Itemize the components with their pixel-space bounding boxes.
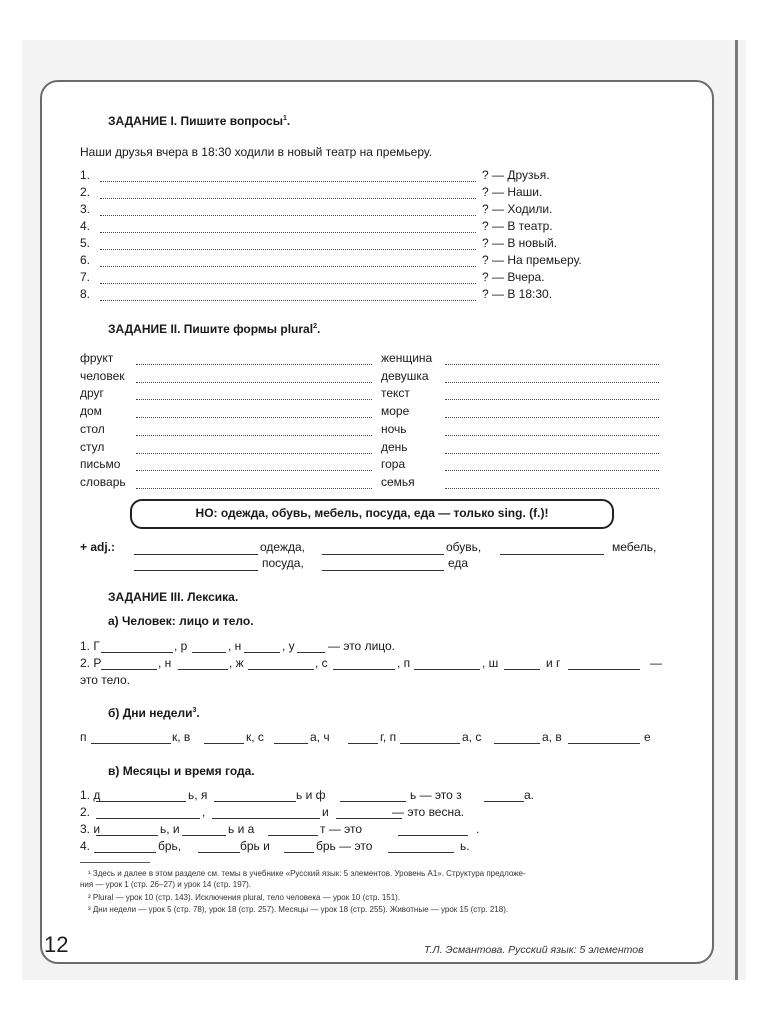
day-seg: а, ч — [310, 730, 330, 744]
a2-seg-7: — — [650, 656, 662, 670]
plural-blank-right[interactable] — [445, 417, 659, 418]
month-seg: брь — это — [316, 839, 373, 853]
month-seg: брь, — [158, 839, 182, 853]
task1-footnote-ref: 1 — [282, 115, 287, 122]
month-blank[interactable] — [94, 852, 156, 853]
question-answer: ? — В 18:30. — [482, 287, 553, 301]
adj-word-furniture: мебель, — [612, 540, 657, 554]
plural-word-right: море — [381, 404, 410, 419]
month-seg: брь и — [240, 839, 270, 853]
month-blank[interactable] — [198, 852, 240, 853]
month-blank[interactable] — [340, 801, 406, 802]
task1-title — [108, 114, 290, 128]
task3a-title: а) Человек: лицо и тело. — [108, 614, 254, 628]
task2-title-text: ЗАДАНИЕ II. Пишите формы plural — [108, 322, 314, 336]
month-seg: т — это — [320, 822, 363, 836]
month-seg: ь, я — [188, 788, 208, 802]
day-blank[interactable] — [494, 743, 540, 744]
day-seg: п — [80, 730, 87, 744]
task3b-title-text: б) Дни недели — [108, 706, 193, 720]
month-blank[interactable] — [212, 818, 320, 819]
task3-title: ЗАДАНИЕ III. Лексика. — [108, 590, 239, 604]
task3b-title — [108, 706, 200, 720]
task2-footnote-ref: 2 — [313, 323, 317, 330]
a2-blank-6[interactable] — [568, 669, 640, 670]
day-blank[interactable] — [568, 743, 640, 744]
month-blank[interactable] — [182, 835, 226, 836]
month-blank[interactable] — [214, 801, 296, 802]
footnote-line: ² Plural — урок 10 (стр. 143). Исключения plural, тело человека — урок 10 (стр. 151). — [88, 893, 401, 902]
footnote-line: ния — урок 1 (стр. 26–27) и урок 14 (стр. 197). — [80, 880, 252, 889]
note-box — [130, 499, 614, 529]
question-answer: ? — В новый. — [482, 236, 558, 250]
adj-blank-3[interactable] — [500, 554, 604, 555]
question-answer: ? — Вчера. — [482, 270, 545, 284]
plural-word-left: человек — [80, 368, 125, 383]
day-blank[interactable] — [91, 743, 171, 744]
question-number: 7. — [80, 270, 91, 284]
question-blank[interactable] — [100, 198, 476, 199]
footnote-line: ³ Дни недели — урок 5 (стр. 78), урок 18 (стр. 257). Месяцы — урок 18 (стр. 255). Животные — урок 15 (стр. 218). — [88, 905, 509, 914]
day-blank[interactable] — [204, 743, 244, 744]
a2-seg-1: , н — [158, 656, 172, 670]
month-seg: ь и ф — [296, 788, 326, 802]
day-seg: а, в — [542, 730, 562, 744]
plural-blank-left[interactable] — [136, 399, 372, 400]
a2-blank-2[interactable] — [248, 669, 314, 670]
question-number: 2. — [80, 185, 91, 199]
plural-blank-right[interactable] — [445, 488, 659, 489]
a2-blank-3[interactable] — [333, 669, 395, 670]
month-seg: 3. и — [80, 822, 101, 836]
month-blank[interactable] — [96, 835, 158, 836]
a2-blank-5[interactable] — [504, 669, 540, 670]
month-seg: 1. д — [80, 788, 101, 802]
plural-word-left: словарь — [80, 474, 126, 489]
day-blank[interactable] — [400, 743, 460, 744]
a1-blank-1[interactable] — [192, 652, 226, 653]
month-seg: . — [476, 822, 480, 836]
question-blank[interactable] — [100, 300, 476, 301]
plural-blank-right[interactable] — [445, 435, 659, 436]
plural-word-right: женщина — [381, 351, 433, 365]
day-seg: а, с — [462, 730, 482, 744]
adj-blank-2[interactable] — [322, 554, 444, 555]
month-seg: ь — это з — [410, 788, 462, 802]
month-seg: и — [322, 805, 329, 819]
question-blank[interactable] — [100, 266, 476, 267]
plural-blank-left[interactable] — [136, 417, 372, 418]
month-blank[interactable] — [268, 835, 318, 836]
plural-word-left: письмо — [80, 457, 121, 472]
plural-word-right: ночь — [381, 421, 407, 436]
month-blank[interactable] — [96, 801, 186, 802]
plural-blank-left[interactable] — [136, 364, 372, 365]
plural-word-right: девушка — [381, 368, 429, 383]
plural-word-left: стул — [80, 439, 105, 454]
book-footer: Т.Л. Эсмантова. Русский язык: 5 элементов — [424, 944, 644, 956]
plural-blank-right[interactable] — [445, 364, 659, 365]
month-seg: , — [202, 805, 206, 819]
month-seg: ь и а — [228, 822, 255, 836]
question-blank[interactable] — [100, 283, 476, 284]
question-blank[interactable] — [100, 249, 476, 250]
task1-title-text: ЗАДАНИЕ I. Пишите вопросы — [108, 114, 283, 128]
question-blank[interactable] — [100, 232, 476, 233]
day-seg: к, с — [246, 730, 264, 744]
task3c-title: в) Месяцы и время года. — [108, 764, 255, 778]
task3b-footnote-ref: 3 — [192, 707, 197, 714]
adj-word-dishes: посуда, — [262, 556, 304, 570]
day-seg: к, в — [172, 730, 191, 744]
a2-blank-1[interactable] — [178, 669, 228, 670]
plural-blank-right[interactable] — [445, 470, 659, 471]
question-answer: ? — Друзья. — [482, 168, 550, 182]
a1-blank-2[interactable] — [244, 652, 280, 653]
adj-word-shoes: обувь, — [446, 540, 482, 554]
adj-blank-1[interactable] — [134, 554, 258, 555]
plural-word-left: дом — [80, 404, 102, 419]
plural-blank-right[interactable] — [445, 382, 659, 383]
a2-seg-6: и г — [546, 656, 561, 670]
task3b-title-end: . — [196, 706, 200, 720]
a1-seg-0: 1. Г — [80, 639, 100, 653]
a2-seg-2: , ж — [229, 656, 244, 670]
footnote-line: ¹ Здесь и далее в этом разделе см. темы в учебнике «Русский язык: 5 элементов. Уровень A1». Структура предложе- — [88, 869, 526, 878]
plural-word-right: семья — [381, 474, 415, 489]
month-seg: ь, и — [160, 822, 180, 836]
plural-blank-left[interactable] — [136, 453, 372, 454]
a2-seg-0: 2. Р — [80, 656, 102, 670]
question-number: 1. — [80, 168, 91, 182]
day-seg: г, п — [380, 730, 397, 744]
question-answer: ? — Наши. — [482, 185, 543, 199]
adj-word-food: еда — [448, 556, 469, 570]
a2-seg-5: , ш — [482, 656, 499, 670]
month-seg: 4. — [80, 839, 91, 853]
a1-seg-1: , р — [174, 639, 188, 653]
adj-label: + adj.: — [80, 540, 116, 554]
adj-blank-5[interactable] — [322, 570, 444, 571]
month-blank[interactable] — [484, 801, 524, 802]
note-text: НО: одежда, обувь, мебель, посуда, еда — только sing. (f.)! — [195, 506, 549, 520]
question-answer: ? — Ходили. — [482, 202, 553, 216]
a3-text: это тело. — [80, 673, 131, 687]
page-number: 12 — [44, 932, 69, 957]
question-number: 3. — [80, 202, 91, 216]
plural-word-right: день — [381, 439, 408, 454]
month-seg: — это весна. — [392, 805, 465, 819]
month-seg: ь. — [460, 839, 470, 853]
question-number: 5. — [80, 236, 91, 250]
plural-blank-left[interactable] — [136, 435, 372, 436]
question-answer: ? — В театр. — [482, 219, 553, 233]
plural-blank-right[interactable] — [445, 399, 659, 400]
a2-seg-4: , п — [397, 656, 411, 670]
plural-blank-right[interactable] — [445, 453, 659, 454]
month-seg: а. — [524, 788, 535, 802]
adj-blank-4[interactable] — [134, 570, 258, 571]
question-number: 4. — [80, 219, 91, 233]
a2-seg-3: , с — [315, 656, 328, 670]
a1-seg-3: , у — [282, 639, 295, 653]
month-blank[interactable] — [284, 852, 314, 853]
month-blank[interactable] — [398, 835, 468, 836]
day-seg: е — [644, 730, 651, 744]
question-answer: ? — На премьеру. — [482, 253, 582, 267]
plural-blank-left[interactable] — [136, 470, 372, 471]
month-blank[interactable] — [96, 818, 200, 819]
a1-seg-2: , н — [228, 639, 242, 653]
month-seg: 2. — [80, 805, 91, 819]
plural-blank-left[interactable] — [136, 488, 372, 489]
plural-blank-left[interactable] — [136, 382, 372, 383]
question-blank[interactable] — [100, 181, 476, 182]
plural-word-right: текст — [381, 386, 410, 401]
day-blank[interactable] — [274, 743, 308, 744]
task2-title — [108, 322, 320, 336]
adj-word-clothes: одежда, — [260, 540, 305, 554]
footnote-divider — [80, 862, 150, 863]
a2-blank-0[interactable] — [101, 669, 157, 670]
plural-word-left: друг — [80, 386, 104, 401]
month-blank[interactable] — [388, 852, 454, 853]
day-blank[interactable] — [348, 743, 378, 744]
question-number: 8. — [80, 287, 91, 301]
a1-blank-3[interactable] — [297, 652, 325, 653]
question-number: 6. — [80, 253, 91, 267]
page-edge — [735, 40, 738, 980]
question-blank[interactable] — [100, 215, 476, 216]
a2-blank-4[interactable] — [414, 669, 480, 670]
plural-word-left: фрукт — [80, 351, 114, 365]
a1-blank-0[interactable] — [101, 652, 173, 653]
plural-word-right: гора — [381, 457, 406, 472]
task1-title-end: . — [286, 114, 291, 128]
task1-sentence: Наши друзья вчера в 18:30 ходили в новый театр на премьеру. — [80, 145, 432, 159]
plural-word-left: стол — [80, 421, 105, 436]
task2-title-end: . — [316, 322, 321, 336]
a1-seg-4: — это лицо. — [328, 639, 396, 653]
